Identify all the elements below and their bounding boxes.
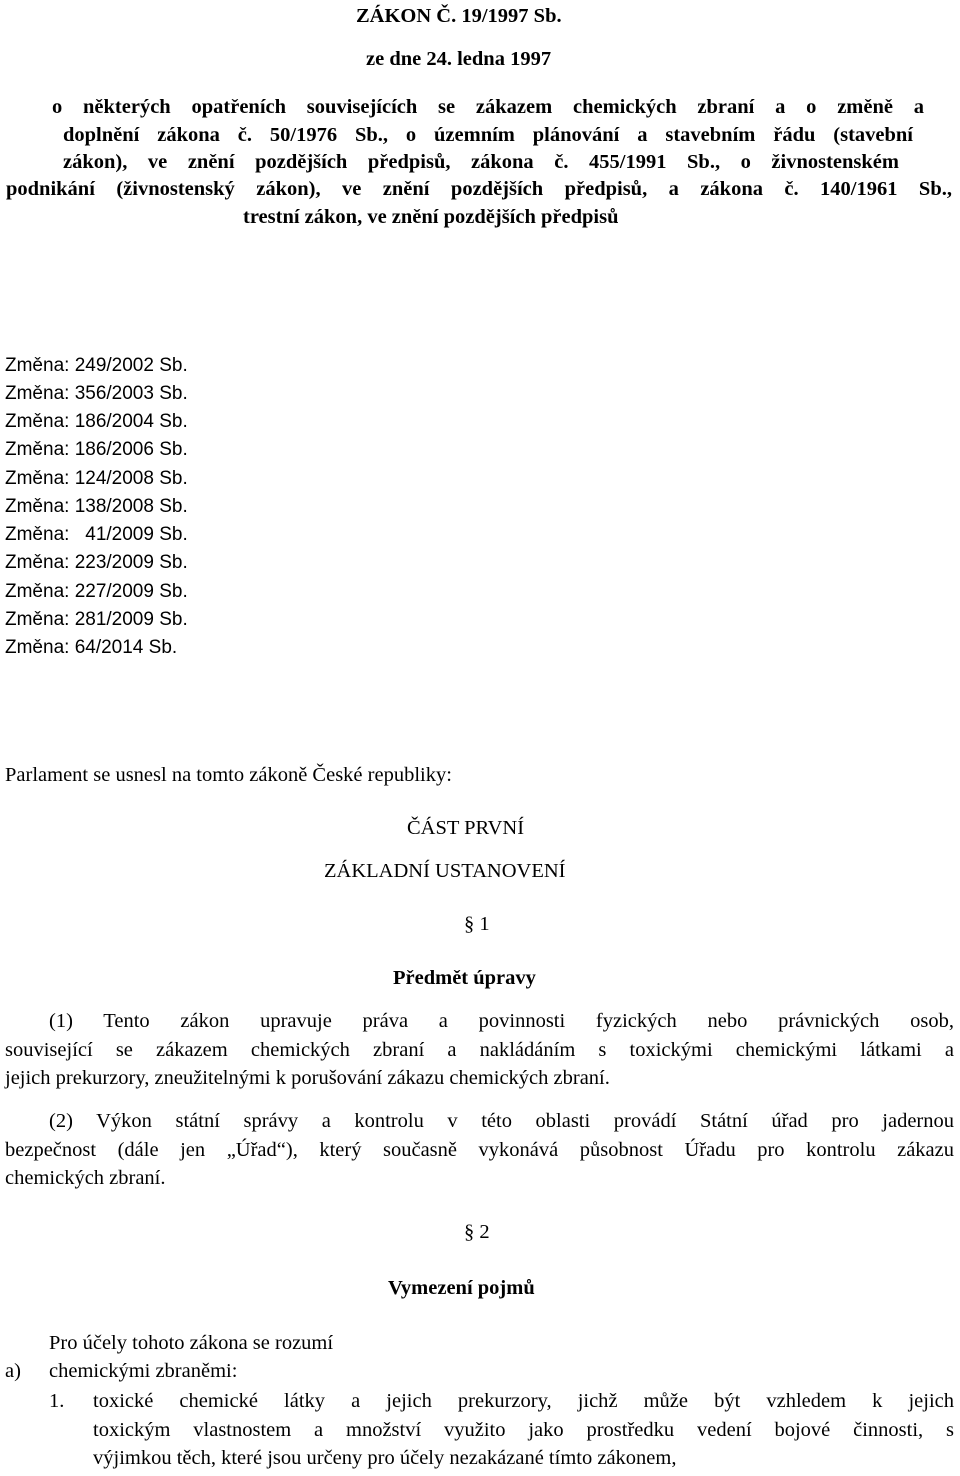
amendment-item: Změna: 124/2008 Sb. [5,468,188,489]
law-subject-line-2: doplnění zákona č. 50/1976 Sb., o územním plánování a stavebním řádu (stavební [63,124,913,146]
law-subject-line-5: trestní zákon, ve znění pozdějších předpisů [243,206,619,228]
law-subject-line-1: o některých opatřeních souvisejících se zákazem chemických zbraní a o změně a [52,96,924,118]
section-2-item-a-text: chemickými zbraněmi: [49,1360,238,1382]
section-1-para-2-line-2: bezpečnost (dále jen „Úřad“), který současně vykonává působnost Úřadu pro kontrolu zákazu [5,1139,954,1161]
section-1-para-1-line-1: (1) Tento zákon upravuje práva a povinnosti fyzických nebo právnických osob, [49,1010,954,1032]
section-1-para-2-line-1: (2) Výkon státní správy a kontrolu v této oblasti provádí Státní úřad pro jadernou [49,1110,954,1132]
section-1-symbol: § 1 [464,913,490,935]
section-1-para-1-line-3: jejich prekurzory, zneužitelnými k porušování zákazu chemických zbraní. [5,1067,610,1089]
amendment-item: Změna: 356/2003 Sb. [5,383,188,404]
amendment-item: Změna: 249/2002 Sb. [5,355,188,376]
law-subject-line-3: zákon), ve znění pozdějších předpisů, zákona č. 455/1991 Sb., o živnostenském [63,151,899,173]
section-1-para-2-line-3: chemických zbraní. [5,1167,166,1189]
amendment-item: Změna: 186/2004 Sb. [5,411,188,432]
amendment-item: Změna: 281/2009 Sb. [5,609,188,630]
section-2-item-1-line-2: toxickým vlastnostem a množství využito jako prostředku vedení bojové činnosti, s [93,1419,954,1441]
preamble: Parlament se usnesl na tomto zákoně České republiky: [5,764,452,786]
law-date: ze dne 24. ledna 1997 [366,48,552,70]
amendment-item: Změna: 223/2009 Sb. [5,552,188,573]
part-number: ČÁST PRVNÍ [407,817,525,839]
section-1-title: Předmět úpravy [393,967,536,989]
amendment-item: Změna: 227/2009 Sb. [5,581,188,602]
amendment-item: Změna: 138/2008 Sb. [5,496,188,517]
section-2-item-a-label: a) [5,1360,21,1382]
section-2-item-1-label: 1. [49,1390,65,1412]
law-subject-line-4: podnikání (živnostenský zákon), ve znění pozdějších předpisů, a zákona č. 140/1961 Sb., [6,178,952,200]
section-2-intro: Pro účely tohoto zákona se rozumí [49,1332,334,1354]
part-name: ZÁKLADNÍ USTANOVENÍ [324,860,566,882]
section-1-para-1-line-2: související se zákazem chemických zbraní a nakládáním s toxickými chemickými látkami a [5,1039,954,1061]
amendment-item: Změna: 186/2006 Sb. [5,439,188,460]
law-title: ZÁKON Č. 19/1997 Sb. [356,5,562,27]
amendment-item: Změna: 64/2014 Sb. [5,637,178,658]
section-2-title: Vymezení pojmů [388,1277,535,1299]
section-2-item-1-line-1: toxické chemické látky a jejich prekurzory, jichž může být vzhledem k jejich [93,1390,954,1412]
amendment-item: Změna: 41/2009 Sb. [5,524,188,545]
section-2-symbol: § 2 [464,1221,490,1243]
section-2-item-1-line-3: výjimkou těch, které jsou určeny pro účely nezakázané tímto zákonem, [93,1447,677,1469]
